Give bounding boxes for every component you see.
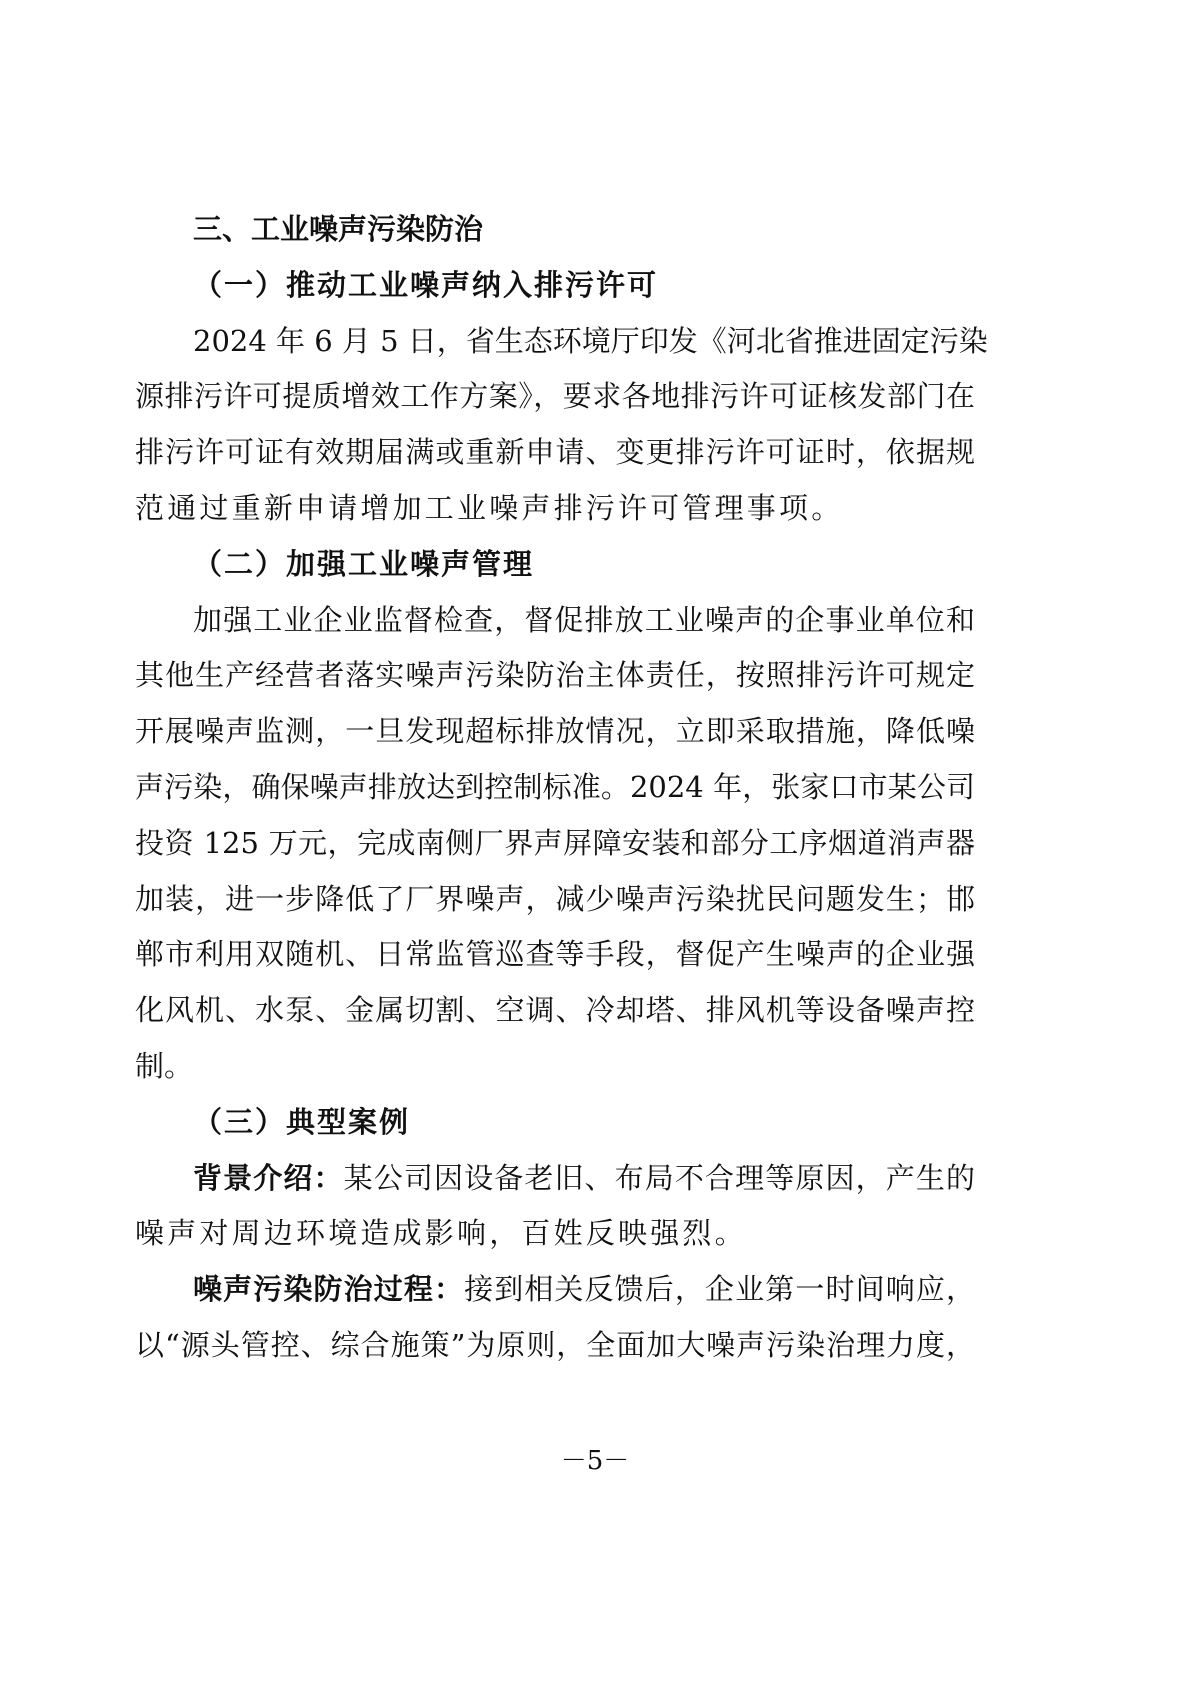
paragraph-line: 制。 [135,1048,194,1083]
paragraph-line: 加装，进一步降低了厂界噪声，减少噪声污染扰民问题发生；邯 [135,881,975,916]
paragraph-line [135,1262,975,1318]
document-body [135,202,988,1374]
paragraph-line: 噪声对周边环境造成影响，百姓反映强烈。 [135,1216,747,1251]
paragraph-line: 其他生产经营者落实噪声污染防治主体责任，按照排污许可规定 [135,658,975,693]
subsection-heading: （三）典型案例 [193,1104,411,1139]
paragraph-line: 开展噪声监测，一旦发现超标排放情况，立即采取措施，降低噪 [135,714,975,749]
paragraph-line: 排污许可证有效期届满或重新申请、变更排污许可证时，依据规 [135,435,975,470]
paragraph-line: 范通过重新申请增加工业噪声排污许可管理事项。 [135,490,844,525]
paragraph-line: 2024 年 6 月 5 日，省生态环境厅印发《河北省推进固定污染 [193,323,988,358]
paragraph-line: 声污染，确保噪声排放达到控制标准。2024 年，张家口市某公司 [135,769,975,804]
subsection-heading: （一）推动工业噪声纳入排污许可 [193,267,659,302]
paragraph-text: 某公司因设备老旧、布局不合理等原因，产生的 [343,1160,975,1195]
paragraph-line: 以“源头管控、综合施策”为原则，全面加大噪声污染治理力度， [135,1327,975,1362]
paragraph-line: 加强工业企业监督检查，督促排放工业噪声的企事业单位和 [193,602,975,637]
section-heading: 三、工业噪声污染防治 [193,212,484,246]
paragraph-text: 接到相关反馈后，企业第一时间响应， [464,1272,975,1307]
bold-lead-in: 噪声污染防治过程： [193,1272,465,1307]
paragraph-line: 郸市利用双随机、日常监管巡查等手段，督促产生噪声的企业强 [135,937,975,972]
paragraph-line: 源排污许可提质增效工作方案》，要求各地排污许可证核发部门在 [135,379,975,414]
paragraph-line [135,1151,975,1207]
paragraph-line: 化风机、水泵、金属切割、空调、冷却塔、排风机等设备噪声控 [135,993,975,1028]
page-number: －5－ [560,1446,630,1476]
paragraph-line: 投资 125 万元，完成南侧厂界声屏障安装和部分工序烟道消声器 [135,825,975,860]
subsection-heading: （二）加强工业噪声管理 [193,546,535,581]
bold-lead-in: 背景介绍： [193,1160,344,1195]
